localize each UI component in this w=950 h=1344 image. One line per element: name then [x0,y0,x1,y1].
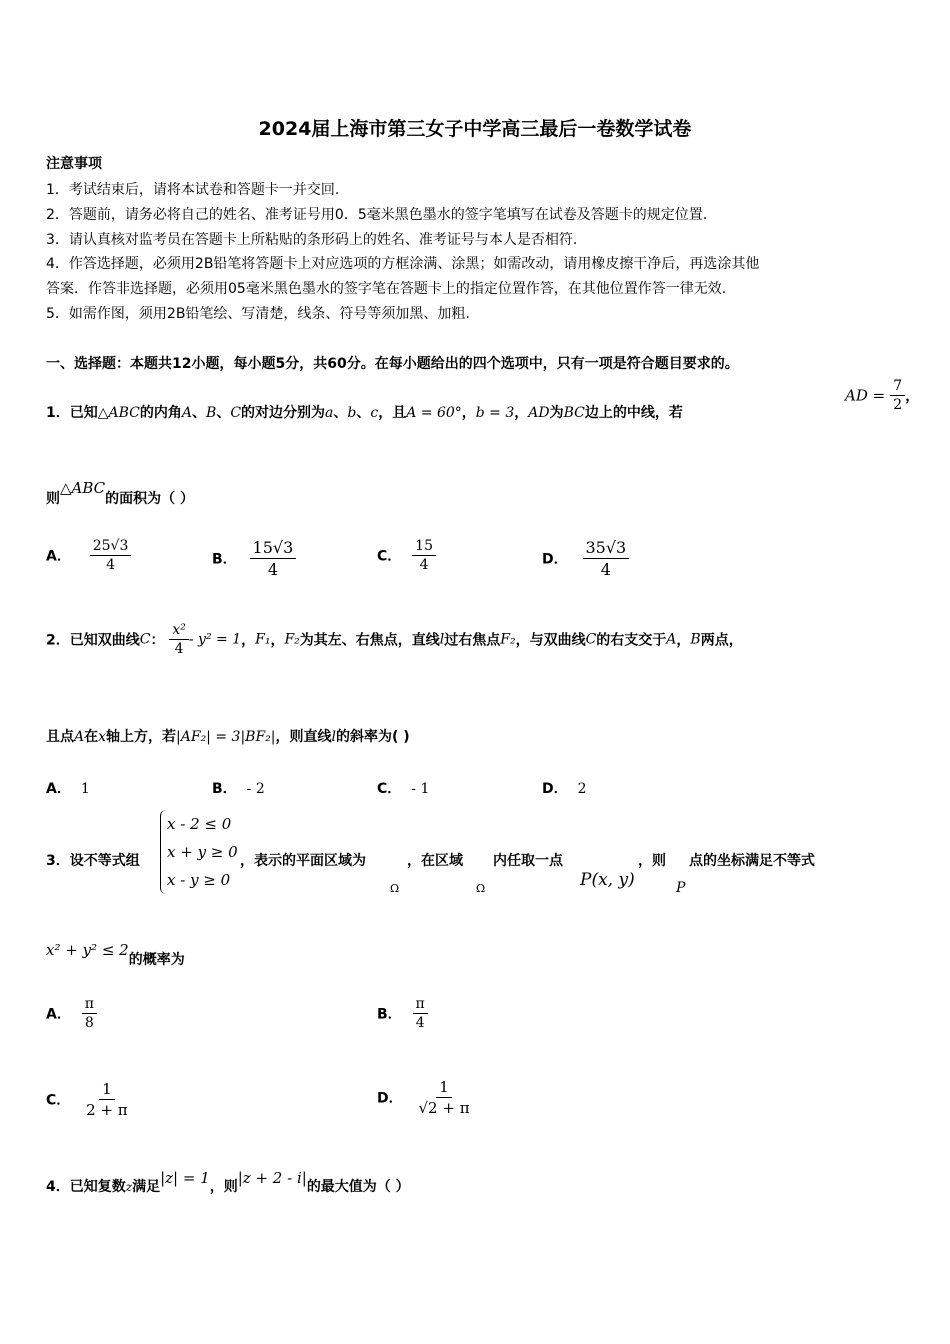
fraction-numerator: 1 [99,1080,115,1100]
q1-text: 则 [46,491,60,507]
q2-number: 2． [46,632,70,649]
q1-sep: 、 [333,405,348,421]
option-fraction [250,538,297,579]
option-label: A． [46,1006,71,1023]
option-fraction [583,538,630,579]
q1-sep: ， [905,388,920,405]
note-item: 答案．作答非选择题，必须用05毫米黑色墨水的签字笔在答题卡上的指定位置作答，在其他位置作答一律无效. [46,281,727,297]
q4-text: ，则 [209,1179,238,1195]
q2-sep: ， [676,632,691,649]
option-fraction [416,1078,473,1117]
q2-sep: ， [241,632,256,649]
q1-var: AD [528,405,550,421]
q3-line2 [46,940,185,968]
q3-number: 3． [46,853,70,869]
q2-var: x [98,729,107,745]
q2-option-a [46,778,90,798]
q2-var: l [439,631,445,648]
q1-var: C [230,405,242,421]
fraction-numerator: 1 [436,1078,452,1098]
q1-text: 的对边分别为 [241,405,326,421]
fraction-numerator: π [82,996,97,1014]
fraction-denominator: 4 [600,560,611,579]
q2-equation-fraction [169,622,189,657]
q2-text: 轴上方，若 [106,729,177,745]
q2-var: A [666,631,677,648]
q3-text: 点的坐标满足不等式 [689,853,815,869]
q2-sep: ： [150,632,165,649]
fraction-denominator: 8 [84,1015,94,1031]
q3-point-var: P [676,880,686,896]
q3-text: 设不等式组 [69,853,140,869]
q2-var: F₁ [255,631,271,648]
system-row: x + y ≥ 0 [167,843,238,861]
page-title: 2024届上海市第三女子中学高三最后一卷数学试卷 [258,118,692,140]
q1-triangle: △ABC [97,405,140,421]
note-item: 5．如需作图，须用2B铅笔绘、写清楚，线条、符号等须加黑、加粗. [46,306,470,322]
option-label: D． [542,551,568,568]
option-fraction [413,996,428,1031]
q2-text: ，则直线 [275,729,332,745]
q4-text: 满足 [132,1179,161,1195]
option-value: 1 [80,781,90,797]
q1-text: 边上的中线，若 [584,405,683,421]
note-item: 1．考试结束后，请将本试卷和答题卡一并交回. [46,182,340,198]
q2-text: 为其左、右焦点，直线 [299,632,440,649]
q1-option-c [377,538,436,573]
q3-intro [46,850,140,870]
q4-number: 4． [46,1179,70,1195]
q2-var: l [331,729,336,745]
fraction-denominator: 4 [415,1015,425,1031]
q4-expression: |z + 2 - i| [237,1169,307,1187]
q3-option-b [377,996,428,1031]
q2-option-d [542,778,587,798]
q1-line1 [46,402,683,422]
q4-condition: |z| = 1 [160,1169,210,1187]
fraction-denominator: 4 [419,557,429,573]
note-item: 2．答题前，请务必将自己的姓名、准考证号用0．5毫米黑色墨水的签字笔填写在试卷及答题卡的规定位置. [46,207,708,223]
option-label: A． [46,548,71,565]
q3-text: ，在区域 [407,853,463,869]
option-label: A． [46,781,71,797]
q3-text: 内任取一点 [493,853,563,869]
system-row: x - y ≥ 0 [167,871,231,889]
q2-condition: |AF₂| = 3|BF₂| [176,729,276,745]
q4-line [46,1168,410,1195]
q2-var: C [585,631,597,648]
fraction-numerator: 15√3 [250,538,297,559]
q2-var: F₂ [284,631,300,648]
q3-text: ，则 [638,853,666,869]
q1-var: B [206,405,217,421]
q1-triangle: △ABC [60,479,106,497]
fraction-denominator: 4 [106,557,115,573]
q2-line2 [46,726,410,746]
notes-heading: 注意事项 [46,156,102,172]
fraction-numerator: 35√3 [583,538,630,559]
q2-equation: - y² = 1 [188,631,242,648]
q2-text: 的右支交于 [596,632,667,649]
fraction-denominator: 2 [893,397,903,413]
q3-text: ，表示的平面区域为 [240,853,366,869]
option-value: - 1 [411,781,430,797]
q4-text: 的最大值为（ ） [306,1179,410,1195]
q3-option-a [46,996,97,1031]
q1-option-b [212,538,296,579]
q2-text: 已知双曲线 [69,632,140,649]
q1-sep: 、 [192,405,207,421]
q1-ad-eq: AD = [845,386,886,405]
q3-inequality: x² + y² ≤ 2 [46,941,129,959]
q3-point: P(x, y) [580,870,635,890]
q2-text: 过右焦点 [444,632,501,649]
fraction-numerator: 15 [412,538,436,556]
q2-text: 的斜率为( ) [335,729,410,745]
fraction-numerator: π [413,996,428,1014]
fraction-denominator: √2 + π [418,1099,470,1117]
q3-option-c [46,1080,131,1119]
q2-var: A [74,729,85,745]
q1-number: 1． [46,405,70,421]
fraction-numerator: 25√3 [90,538,132,556]
q2-var: C [139,631,151,648]
option-value: 2 [577,781,587,797]
q4-var: z [125,1180,133,1194]
q2-text: 两点， [700,632,743,649]
q3-text: 的概率为 [128,952,185,968]
option-value: - 2 [246,781,265,797]
option-fraction [82,996,97,1031]
q1-var: BC [563,405,585,421]
q1-var: A [181,405,193,421]
q2-option-b [212,778,265,798]
option-label: C． [377,781,402,797]
q1-var: a [325,405,334,421]
q1-text: 的内角 [139,405,182,421]
q1-sep: 、 [216,405,231,421]
q3-omega: Ω [390,882,400,895]
q3-omega: Ω [476,882,486,895]
q1-text: ，且 [378,405,407,421]
q1-option-a [46,538,131,573]
fraction-numerator: 7 [890,378,905,396]
q1-var: b [347,405,357,421]
fraction-numerator: x² [169,622,189,640]
system-row: x - 2 ≤ 0 [167,815,232,833]
fraction-denominator: 4 [267,560,278,579]
option-label: B． [212,781,237,797]
q1-condition: b = 3 [475,405,515,421]
q2-text: 在 [84,729,99,745]
q1-var: c [370,405,379,421]
option-label: B． [212,551,237,568]
note-item: 4．作答选择题，必须用2B铅笔将答题卡上对应选项的方框涂满、涂黑；如需改动，请用橡皮擦干净后，再选涂其他 [46,256,760,272]
q1-sep: 、 [356,405,371,421]
q1-text: 的面积为（ ） [105,491,195,507]
q1-sep: ， [514,405,529,421]
q2-var: F₂ [500,631,516,648]
option-label: B． [377,1006,402,1023]
q2-option-c [377,778,429,798]
option-label: C． [377,548,402,565]
option-label: D． [542,781,568,797]
option-label: C． [46,1092,71,1109]
q2-text: 且点 [46,729,74,745]
option-label: D． [377,1090,403,1107]
note-item: 3．请认真核对监考员在答题卡上所粘贴的条形码上的姓名、准考证号与本人是否相符. [46,232,578,248]
q1-ad-fraction [890,378,905,413]
q2-var: B [690,631,701,648]
option-fraction [83,1080,131,1119]
q2-text: ，与双曲线 [515,632,586,649]
q1-ad-condition [845,378,919,413]
q1-option-d [542,538,629,579]
q4-text: 已知复数 [69,1179,126,1195]
q1-condition: A = 60° [406,405,462,421]
q1-text: 已知 [69,405,98,421]
section-heading: 一、选择题：本题共12小题，每小题5分，共60分。在每小题给出的四个选项中，只有一项是符合题目要求的。 [46,356,739,372]
q2-line1 [46,622,743,657]
q1-sep: ， [461,405,476,421]
q1-line2 [46,478,195,507]
option-fraction [412,538,436,573]
option-fraction [90,538,132,573]
q3-inequality-system [160,810,238,894]
fraction-denominator: 4 [174,641,184,657]
q1-text: 为 [549,405,564,421]
fraction-denominator: 2 + π [86,1101,128,1119]
q2-sep: ， [270,632,285,649]
q3-option-d [377,1078,473,1117]
